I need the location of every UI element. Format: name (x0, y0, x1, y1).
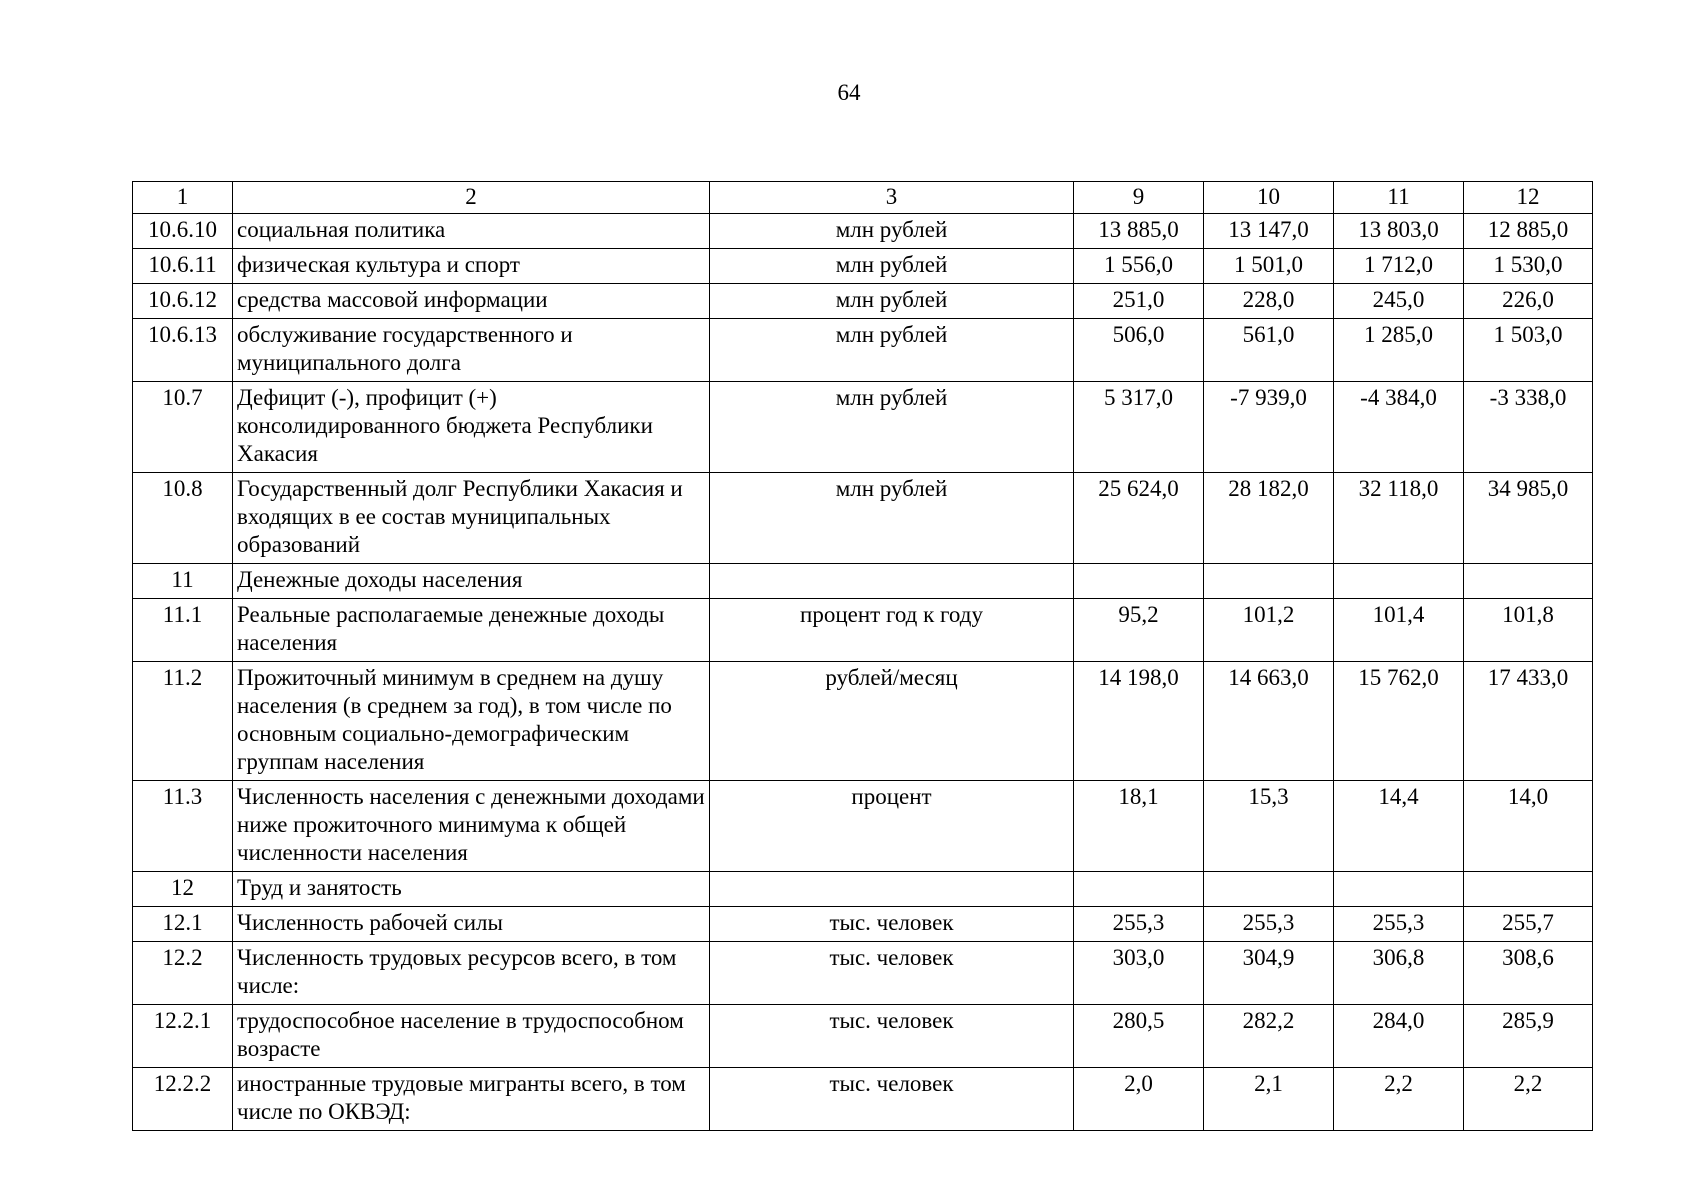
table-header-row (133, 182, 1593, 214)
row-name: Дефицит (-), профицит (+) консолидированного бюджета Республики Хакасия (233, 382, 710, 473)
row-value: 13 885,0 (1074, 214, 1204, 249)
row-unit: млн рублей (710, 382, 1074, 473)
table-row (133, 1005, 1593, 1068)
row-unit: млн рублей (710, 214, 1074, 249)
row-unit: млн рублей (710, 249, 1074, 284)
row-value: 304,9 (1204, 942, 1334, 1005)
row-value: 15 762,0 (1334, 662, 1464, 781)
column-header: 11 (1334, 182, 1464, 214)
row-value: 251,0 (1074, 284, 1204, 319)
row-value (1204, 872, 1334, 907)
row-unit: тыс. человек (710, 1005, 1074, 1068)
row-value: 1 712,0 (1334, 249, 1464, 284)
row-unit: процент (710, 781, 1074, 872)
row-value: 284,0 (1334, 1005, 1464, 1068)
row-unit: рублей/месяц (710, 662, 1074, 781)
row-value: 32 118,0 (1334, 473, 1464, 564)
row-name: физическая культура и спорт (233, 249, 710, 284)
row-value (1464, 564, 1593, 599)
column-header: 1 (133, 182, 233, 214)
row-value: 285,9 (1464, 1005, 1593, 1068)
table-row (133, 249, 1593, 284)
row-value: -7 939,0 (1204, 382, 1334, 473)
row-value: 306,8 (1334, 942, 1464, 1005)
row-value: 101,4 (1334, 599, 1464, 662)
row-number: 11 (133, 564, 233, 599)
row-value (1074, 564, 1204, 599)
row-value: 28 182,0 (1204, 473, 1334, 564)
row-number: 11.1 (133, 599, 233, 662)
row-value (1334, 564, 1464, 599)
row-value: -4 384,0 (1334, 382, 1464, 473)
row-value: 1 503,0 (1464, 319, 1593, 382)
row-value: 2,1 (1204, 1068, 1334, 1131)
row-unit (710, 564, 1074, 599)
row-value: 1 556,0 (1074, 249, 1204, 284)
row-value: 14,0 (1464, 781, 1593, 872)
row-name: Государственный долг Республики Хакасия и входящих в ее состав муниципальных образований (233, 473, 710, 564)
row-number: 12.2 (133, 942, 233, 1005)
row-value: 506,0 (1074, 319, 1204, 382)
row-unit: млн рублей (710, 319, 1074, 382)
row-value (1074, 872, 1204, 907)
row-value: 255,3 (1074, 907, 1204, 942)
row-number: 12.2.1 (133, 1005, 233, 1068)
row-value: 303,0 (1074, 942, 1204, 1005)
row-value: 561,0 (1204, 319, 1334, 382)
table-row (133, 1068, 1593, 1131)
page-number: 64 (837, 80, 861, 105)
row-number: 10.6.11 (133, 249, 233, 284)
column-header: 9 (1074, 182, 1204, 214)
row-name: Труд и занятость (233, 872, 710, 907)
row-unit: тыс. человек (710, 942, 1074, 1005)
table-row (133, 907, 1593, 942)
row-value (1204, 564, 1334, 599)
row-value: 14 198,0 (1074, 662, 1204, 781)
row-value: 14,4 (1334, 781, 1464, 872)
row-value: 1 530,0 (1464, 249, 1593, 284)
table-row (133, 599, 1593, 662)
row-value: 2,2 (1464, 1068, 1593, 1131)
row-value: 255,3 (1334, 907, 1464, 942)
table-row (133, 564, 1593, 599)
row-number: 12 (133, 872, 233, 907)
row-value: 17 433,0 (1464, 662, 1593, 781)
row-value: 255,7 (1464, 907, 1593, 942)
row-name: трудоспособное население в трудоспособном возрасте (233, 1005, 710, 1068)
row-value: 308,6 (1464, 942, 1593, 1005)
row-number: 11.2 (133, 662, 233, 781)
column-header: 12 (1464, 182, 1593, 214)
row-name: Денежные доходы населения (233, 564, 710, 599)
row-value: 2,0 (1074, 1068, 1204, 1131)
row-name: обслуживание государственного и муниципального долга (233, 319, 710, 382)
row-name: Численность населения с денежными доходами ниже прожиточного минимума к общей численности населения (233, 781, 710, 872)
table-row (133, 382, 1593, 473)
table-row (133, 473, 1593, 564)
row-number: 10.6.12 (133, 284, 233, 319)
column-header: 10 (1204, 182, 1334, 214)
row-number: 10.7 (133, 382, 233, 473)
data-table (132, 181, 1593, 1131)
table-row (133, 214, 1593, 249)
row-number: 11.3 (133, 781, 233, 872)
row-name: Численность рабочей силы (233, 907, 710, 942)
row-value: 282,2 (1204, 1005, 1334, 1068)
row-unit: млн рублей (710, 473, 1074, 564)
row-unit: процент год к году (710, 599, 1074, 662)
table-row (133, 942, 1593, 1005)
row-number: 10.6.10 (133, 214, 233, 249)
row-value: 95,2 (1074, 599, 1204, 662)
row-value: 228,0 (1204, 284, 1334, 319)
row-value: 245,0 (1334, 284, 1464, 319)
row-name: Прожиточный минимум в среднем на душу населения (в среднем за год), в том числе по основным социально-демографическим группам населения (233, 662, 710, 781)
row-value: 25 624,0 (1074, 473, 1204, 564)
row-unit: млн рублей (710, 284, 1074, 319)
table-row (133, 662, 1593, 781)
table-row (133, 284, 1593, 319)
row-number: 10.6.13 (133, 319, 233, 382)
row-value: 18,1 (1074, 781, 1204, 872)
row-name: иностранные трудовые мигранты всего, в том числе по ОКВЭД: (233, 1068, 710, 1131)
row-unit: тыс. человек (710, 907, 1074, 942)
table-row (133, 319, 1593, 382)
row-name: средства массовой информации (233, 284, 710, 319)
row-value: 280,5 (1074, 1005, 1204, 1068)
row-value (1464, 872, 1593, 907)
row-number: 12.1 (133, 907, 233, 942)
row-unit (710, 872, 1074, 907)
row-number: 10.8 (133, 473, 233, 564)
row-name: социальная политика (233, 214, 710, 249)
row-name: Реальные располагаемые денежные доходы населения (233, 599, 710, 662)
row-number: 12.2.2 (133, 1068, 233, 1131)
row-value (1334, 872, 1464, 907)
row-value: 226,0 (1464, 284, 1593, 319)
row-value: 101,8 (1464, 599, 1593, 662)
row-value: 12 885,0 (1464, 214, 1593, 249)
table-row (133, 781, 1593, 872)
table-row (133, 872, 1593, 907)
row-value: 101,2 (1204, 599, 1334, 662)
row-value: 2,2 (1334, 1068, 1464, 1131)
row-name: Численность трудовых ресурсов всего, в том числе: (233, 942, 710, 1005)
row-value: 255,3 (1204, 907, 1334, 942)
row-value: 34 985,0 (1464, 473, 1593, 564)
row-value: 13 147,0 (1204, 214, 1334, 249)
row-value: -3 338,0 (1464, 382, 1593, 473)
column-header: 2 (233, 182, 710, 214)
row-value: 1 501,0 (1204, 249, 1334, 284)
row-value: 14 663,0 (1204, 662, 1334, 781)
row-unit: тыс. человек (710, 1068, 1074, 1131)
row-value: 1 285,0 (1334, 319, 1464, 382)
row-value: 15,3 (1204, 781, 1334, 872)
column-header: 3 (710, 182, 1074, 214)
row-value: 13 803,0 (1334, 214, 1464, 249)
row-value: 5 317,0 (1074, 382, 1204, 473)
